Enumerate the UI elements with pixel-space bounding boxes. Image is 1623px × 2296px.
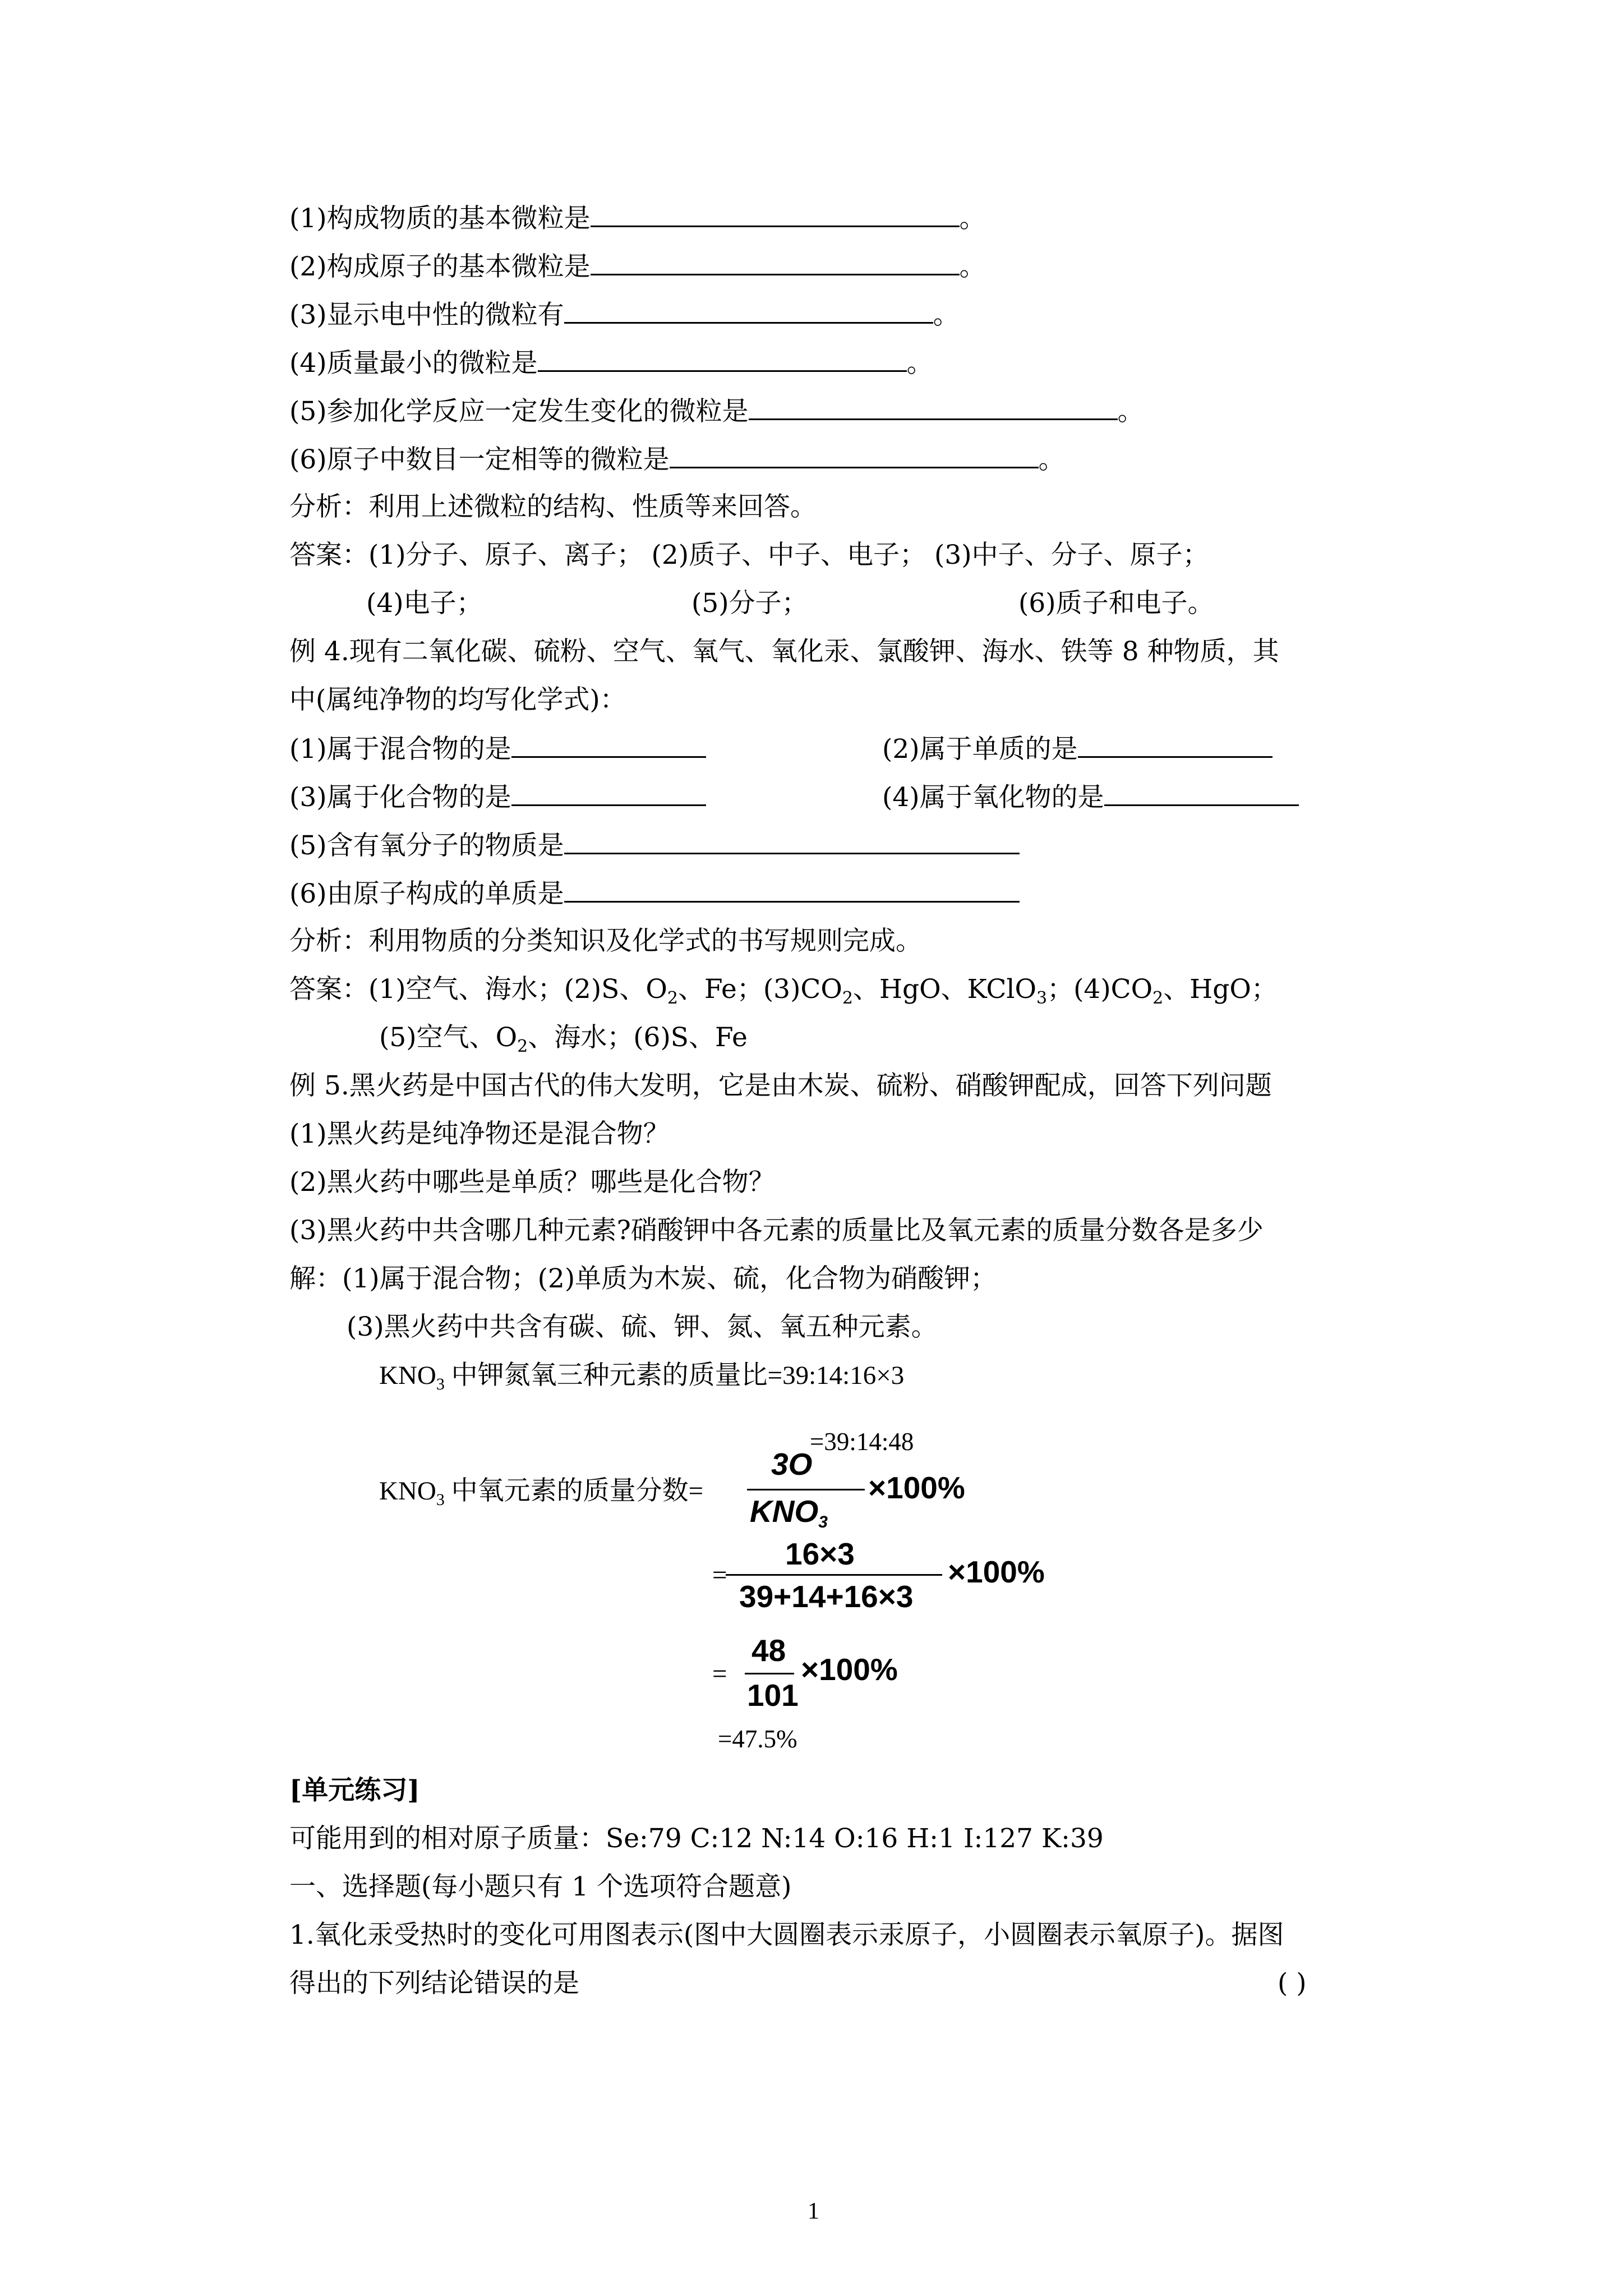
ex4-stem-line2: 中(属纯净物的均写化学式)： (289, 684, 626, 715)
fraction-1-numerator-wrap (754, 1447, 859, 1485)
q3-answer-4: (4)电子； (366, 588, 483, 619)
unit-q1-line1: 1.氧化汞受热时的变化可用图表示(图中大圆圈表示汞原子，小圆圈表示氧原子)。据图 (289, 1920, 1284, 1950)
section-heading: 一、选择题(每小题只有 1 个选项符合题意) (289, 1871, 792, 1902)
equals-sign: = (712, 1561, 727, 1590)
ex4-answer-line2: (5)空气、$O_2$、海水；(6)S、Fe (379, 1022, 748, 1056)
ex5-q1: (1)黑火药是纯净物还是混合物？ (289, 1119, 670, 1149)
fraction-2-denominator: 39+14+16×3 (739, 1579, 914, 1614)
equals-sign: = (712, 1659, 727, 1688)
ex4-q6-label: (6)由原子构成的单质是 (289, 878, 564, 909)
ex5-q2: (2)黑火药中哪些是单质？哪些是化合物？ (289, 1167, 775, 1198)
answer-blank (591, 249, 960, 275)
times-100-percent: ×100% (948, 1554, 1045, 1589)
fraction-1-denominator-wrap (749, 1491, 861, 1531)
ex4-q5-label: (5)含有氧分子的物质是 (289, 830, 564, 861)
q3-item-1-label: (1)构成物质的基本微粒是 (289, 203, 591, 234)
q3-item-1 (289, 201, 986, 236)
fraction-3-denominator: 101 (747, 1678, 799, 1713)
answer-blank (564, 876, 1020, 903)
q3-item-6 (289, 442, 1065, 477)
answer-blank (1104, 780, 1299, 806)
answer-blank (511, 780, 706, 806)
ex4-q6 (289, 876, 1020, 911)
q3-item-5-label: (5)参加化学反应一定发生变化的微粒是 (289, 396, 749, 427)
q3-item-2 (289, 249, 986, 284)
answer-blank (564, 297, 933, 324)
q3-item-6-suffix: 。 (1038, 444, 1065, 475)
ex4-q2-label: (2)属于单质的是 (882, 734, 1078, 765)
q3-item-4 (289, 346, 933, 380)
answer-blank (670, 442, 1039, 468)
unit-heading: [单元练习] (289, 1775, 420, 1806)
q3-item-3 (289, 297, 960, 332)
ex4-q1-label: (1)属于混合物的是 (289, 734, 511, 765)
fraction-2-numerator: 16×3 (785, 1536, 855, 1571)
q3-item-2-label: (2)构成原子的基本微粒是 (289, 251, 591, 282)
ex5-ratio-result: =39:14:48 (810, 1428, 914, 1456)
ex5-fraction-label: $KNO_3$ 中氧元素的质量分数= (379, 1476, 704, 1509)
ex4-q5 (289, 828, 1020, 863)
times-100-percent: ×100% (868, 1470, 965, 1505)
q3-item-5 (289, 394, 1144, 429)
answer-blank (538, 346, 907, 372)
q3-answer-5: (5)分子； (691, 588, 808, 619)
q3-item-4-label: (4)质量最小的微粒是 (289, 348, 538, 379)
q3-item-6-label: (6)原子中数目一定相等的微粒是 (289, 444, 670, 475)
q3-answer-line1: 答案：(1)分子、原子、离子； (2)质子、中子、电子； (3)中子、分子、原子； (289, 540, 1209, 570)
q3-item-3-suffix: 。 (933, 300, 960, 330)
fraction-bar (726, 1574, 942, 1576)
fraction-bar (745, 1673, 794, 1674)
ex5-solution-1: 解：(1)属于混合物；(2)单质为木炭、硫，化合物为硝酸钾； (289, 1263, 997, 1294)
ex4-stem-line1: 例 4.现有二氧化碳、硫粉、空气、氧气、氧化汞、氯酸钾、海水、铁等 8 种物质，其 (289, 636, 1279, 667)
q3-analysis: 分析：利用上述微粒的结构、性质等来回答。 (289, 491, 817, 522)
ex4-q1 (289, 731, 706, 766)
ex5-stem: 例 5.黑火药是中国古代的伟大发明，它是由木炭、硫粉、硝酸钾配成，回答下列问题 (289, 1070, 1272, 1101)
ex4-analysis: 分析：利用物质的分类知识及化学式的书写规则完成。 (289, 926, 922, 956)
unit-q1-line2: 得出的下列结论错误的是 (289, 1968, 579, 1999)
ex4-q3 (289, 780, 706, 815)
answer-blank (564, 828, 1020, 854)
q3-item-3-label: (3)显示电中性的微粒有 (289, 300, 564, 330)
ex4-q4-label: (4)属于氧化物的是 (882, 782, 1104, 813)
times-100-percent: ×100% (801, 1652, 898, 1687)
q3-item-1-suffix: 。 (959, 203, 986, 234)
ex4-answer-line1: 答案：(1)空气、海水；(2)S、$O_2$、Fe；$(3)CO_2$、HgO、KClO$_3$；$(4)CO_2$、HgO； (289, 974, 1278, 1008)
ex4-q2 (882, 731, 1272, 766)
q3-item-2-suffix: 。 (959, 251, 986, 282)
fraction-3-denominator-wrap (746, 1675, 799, 1713)
answer-parentheses: ( ) (1278, 1968, 1307, 1999)
ex5-ratio-line: $KNO_3$ 中钾氮氧三种元素的质量比=39:14:16×3 (379, 1361, 905, 1393)
final-result: =47.5% (718, 1725, 797, 1753)
ex5-solution-2: (3)黑火药中共含有碳、硫、钾、氮、氧五种元素。 (347, 1312, 938, 1342)
fraction-1-numerator: 3O (771, 1447, 813, 1481)
fraction-2-denominator-wrap (739, 1576, 941, 1614)
ex4-q3-label: (3)属于化合物的是 (289, 782, 511, 813)
fraction-1-denominator: $KNO_3$ (750, 1494, 828, 1531)
fraction-3-numerator: 48 (751, 1633, 786, 1668)
q3-item-4-suffix: 。 (906, 348, 933, 379)
answer-blank (511, 731, 706, 758)
atomic-masses: 可能用到的相对原子质量：Se:79 C:12 N:14 O:16 H:1 I:127 K:39 (289, 1823, 1104, 1854)
q3-answer-6: (6)质子和电子。 (1018, 588, 1214, 619)
answer-blank (1078, 731, 1272, 758)
answer-blank (591, 201, 960, 227)
ex4-q4 (882, 780, 1299, 815)
ex5-q3: (3)黑火药中共含哪几种元素?硝酸钾中各元素的质量比及氧元素的质量分数各是多少 (289, 1215, 1264, 1246)
answer-blank (749, 394, 1118, 420)
q3-item-5-suffix: 。 (1117, 396, 1144, 427)
page-number: 1 (808, 2198, 819, 2224)
fraction-bar (747, 1489, 865, 1490)
